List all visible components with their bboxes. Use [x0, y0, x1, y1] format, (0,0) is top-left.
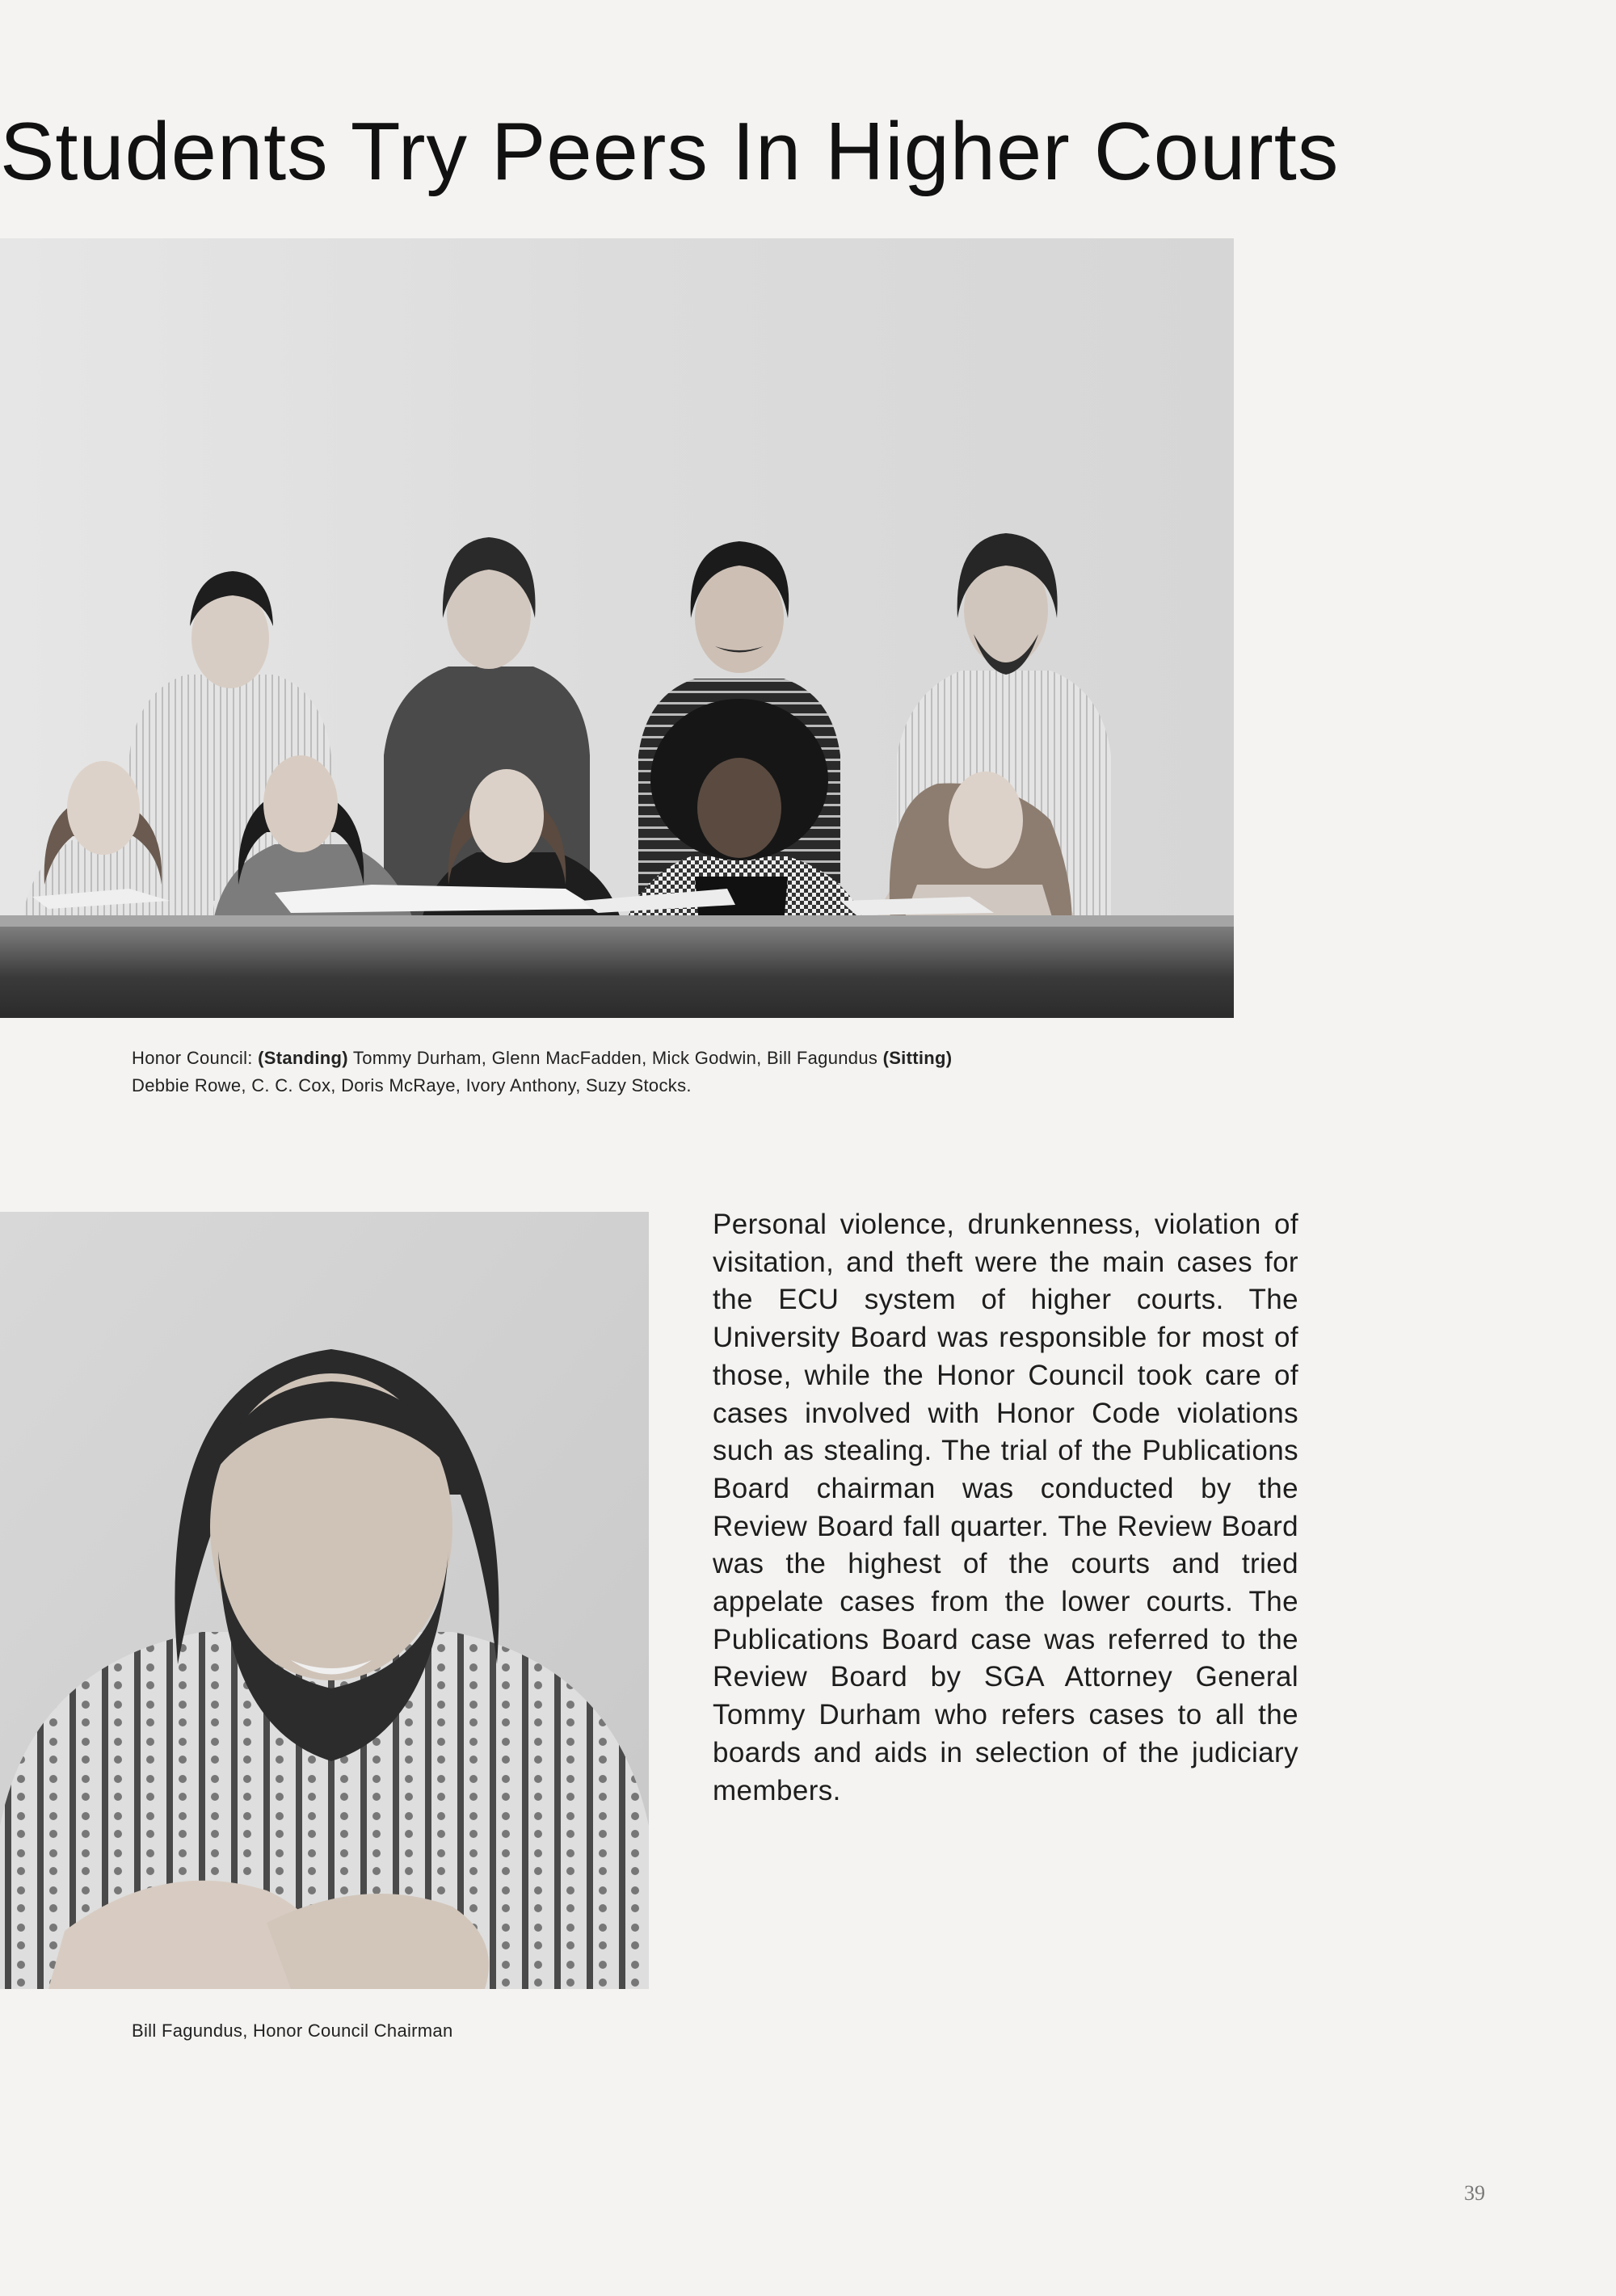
- page-number: 39: [1464, 2181, 1485, 2205]
- group-photo-illustration: [0, 238, 1234, 1018]
- caption-prefix: Honor Council:: [132, 1048, 259, 1068]
- portrait-photo: [0, 1212, 649, 1989]
- portrait-photo-caption: Bill Fagundus, Honor Council Chairman: [132, 2021, 453, 2041]
- caption-sitting-label: (Sitting): [882, 1048, 953, 1068]
- page-title: Students Try Peers In Higher Courts: [0, 107, 1340, 197]
- caption-sitting-names: Debbie Rowe, C. C. Cox, Doris McRaye, Ivory Anthony, Suzy Stocks.: [132, 1075, 692, 1095]
- group-photo: [0, 238, 1234, 1018]
- caption-standing-label: (Standing): [258, 1048, 348, 1068]
- caption-standing-names: Tommy Durham, Glenn MacFadden, Mick Godwin, Bill Fagundus: [347, 1048, 883, 1068]
- portrait-photo-illustration: [0, 1212, 649, 1989]
- article-body: Personal violence, drunkenness, violation of visitation, and theft were the main cases for the ECU system of higher courts. The University Board was responsible for most of those, while the Honor Council took care of cases involved with Honor Code violations such as stealing. The trial of the Publications Board chairman was conducted by the Review Board fall quarter. The Review Board was the highest of the courts and tried appelate cases from the lower courts. The Publications Board case was referred to the Review Board by SGA Attorney General Tommy Durham who refers cases to all the boards and aids in selection of the judiciary members.: [713, 1209, 1298, 1806]
- group-photo-caption: [132, 1045, 1182, 1100]
